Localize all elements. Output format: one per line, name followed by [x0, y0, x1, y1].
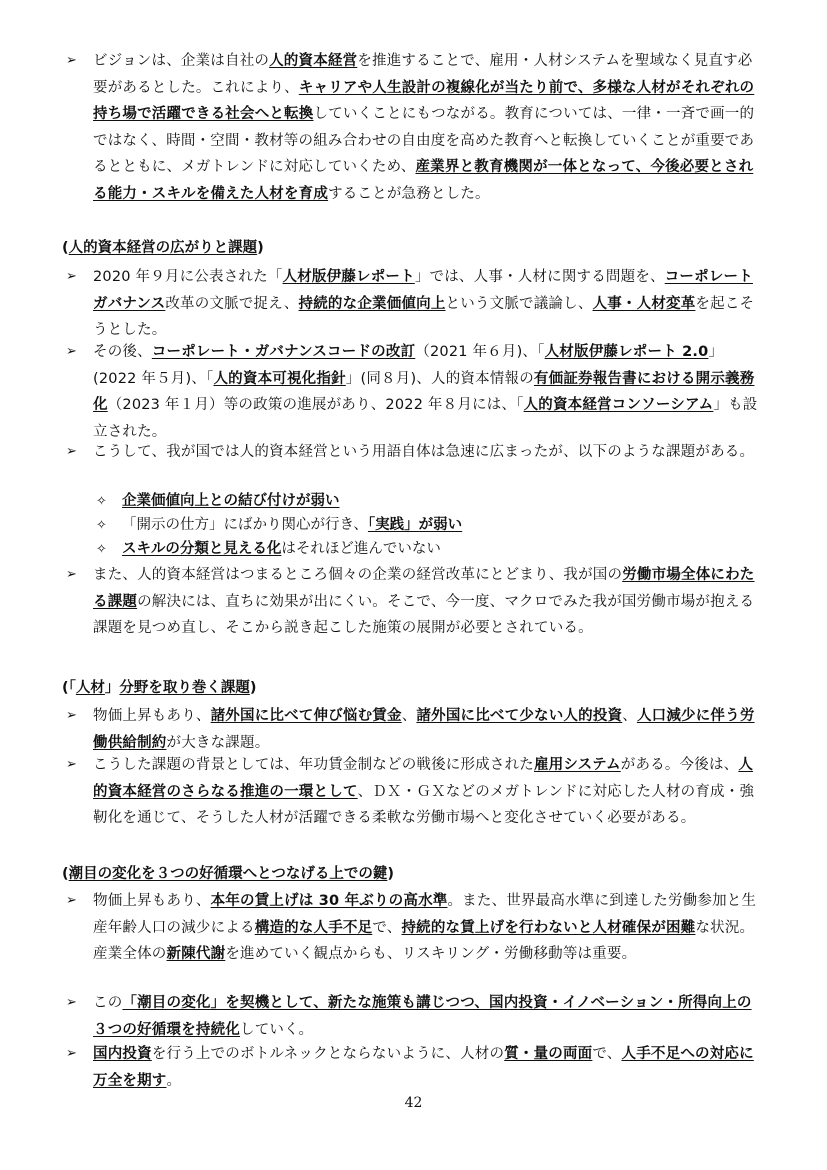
text-run: )	[249, 680, 257, 696]
text-run: していく。	[240, 1021, 314, 1038]
emphasis-text: 人的資本可視化指針	[213, 370, 346, 387]
emphasis-text: 有価証券報告書における開示義務化	[93, 370, 755, 413]
arrow-bullet-icon: ➢	[66, 893, 77, 908]
text-run: 」(同８月)、人的資本情報の	[345, 370, 534, 387]
text-run: 2020 年９月に公表された「	[93, 269, 283, 285]
text-run: を推進することで、雇用・人材システムを聖域なく見直す必要があるとした。これにより、	[93, 53, 753, 96]
text-run: )	[387, 866, 394, 882]
text-run: な状況。産業全体の	[93, 919, 755, 962]
sub-item-skills	[96, 537, 756, 562]
emphasis-text: 人事・人材変革	[592, 295, 696, 312]
arrow-bullet-icon: ➢	[66, 444, 77, 459]
text-run: 。また、世界最高水準に到達した労働参加と生産年齢人口の減少による	[93, 893, 757, 936]
emphasis-text: コーポレートガバナンス	[93, 269, 753, 312]
emphasis-text: 人的資本経営のさらなる推進の一環として	[93, 757, 754, 800]
arrow-bullet-icon: ➢	[66, 567, 77, 582]
text-run: 物価上昇もあり、	[93, 893, 211, 909]
arrow-bullet-icon: ➢	[66, 344, 77, 359]
text-run: で、	[372, 919, 402, 936]
emphasis-text: キャリアや人生設計の複線化が当たり前で、多様な人材がそれぞれの持ち場で活躍できる社会へと転換	[93, 79, 755, 122]
text-run: その後、	[93, 344, 152, 360]
text-run: はそれほど進んでいない	[281, 541, 441, 557]
emphasis-text: 人的資本経営の広がりと課題	[68, 240, 258, 256]
emphasis-text: 本年の賃上げは 30 年ぶりの高水準	[210, 893, 448, 909]
arrow-bullet-icon: ➢	[66, 995, 77, 1010]
text-run: の解決には、直ちに効果が出にくい。そこで、今一度、マクロでみた我が国労働市場が抱える課題を見つめ直し、そこから説き起こした施策の展開が必要とされている。	[93, 593, 755, 636]
text-run: 改革の文脈で捉え、	[165, 295, 299, 312]
bullet-ito-report	[66, 264, 766, 344]
bullet-text	[93, 888, 766, 968]
bullet-text	[93, 752, 766, 832]
emphasis-text: 人材版伊藤レポート 2.0	[544, 344, 709, 360]
text-run: 」も設立された。	[93, 397, 758, 440]
emphasis-text: 質・量の両面	[504, 1046, 593, 1062]
text-run: で、	[592, 1046, 622, 1062]
emphasis-text: 潮目の変化を３つの好循環へとつなげる上での鍵	[68, 866, 388, 882]
emphasis-text: 雇用システム	[534, 757, 621, 773]
emphasis-text: 人口減少に伴う労働供給制約	[93, 708, 755, 751]
text-run: が大きな課題。	[166, 734, 270, 751]
text-run: 」(2022 年５月)、「	[93, 344, 724, 387]
emphasis-text: 人的資本経営コンソーシアム	[523, 397, 714, 413]
text-run: (「	[62, 680, 76, 696]
sub-item-value-link	[96, 489, 756, 514]
text-run: を行う上でのボトルネックとならないように、人材の	[151, 1046, 505, 1062]
arrow-bullet-icon: ➢	[66, 269, 77, 284]
text-run: を起こそうとした。	[93, 295, 755, 338]
sub-item-text	[122, 541, 441, 557]
bullet-policy-progress	[66, 339, 766, 445]
text-run: ビジョンは、企業は自社の	[93, 53, 270, 69]
section-heading-tide-change	[62, 862, 394, 886]
emphasis-text: コーポレート・ガバナンスコードの改訂	[151, 344, 416, 360]
bullet-issues	[66, 439, 766, 466]
text-run: することが急務とした。	[328, 185, 490, 202]
bullet-text	[93, 703, 766, 756]
bullet-wage-increase	[66, 888, 766, 968]
bullet-labor-market	[66, 562, 766, 642]
emphasis-text: 人材	[75, 680, 105, 696]
text-run: という文脈で議論し、	[445, 295, 593, 312]
arrow-bullet-icon: ➢	[66, 708, 77, 723]
text-run: 」	[104, 680, 120, 696]
section-heading-human-capital	[62, 236, 264, 260]
text-run: (	[62, 866, 69, 882]
emphasis-text: 人材版伊藤レポート	[282, 269, 415, 285]
emphasis-text: 「潮目の変化」を契機として、新たな施策も講じつつ、国内投資・イノベーション・所得向上の３つの好循環を持続化	[93, 995, 752, 1038]
text-run: （2023 年１月）等の政策の進展があり、2022 年８月には、「	[107, 397, 524, 413]
emphasis-text: スキルの分類と見える化	[122, 541, 282, 557]
bullet-employment-system	[66, 752, 766, 832]
text-run: 、ＤＸ・ＧＸなどのメガトレンドに対応した人材の育成・強靭化を通じて、そうした人材が活躍できる柔軟な労働市場へと変化させていく必要がある。	[93, 783, 755, 826]
emphasis-text: 持続的な賃上げを行わないと人材確保が困難	[401, 919, 696, 936]
emphasis-text: 諸外国に比べて伸び悩む賃金	[210, 708, 402, 724]
bullet-vision	[66, 48, 766, 207]
bullet-virtuous-cycle	[66, 990, 766, 1043]
bullet-text	[93, 48, 766, 207]
sub-item-text	[122, 517, 462, 533]
text-run: がある。今後は、	[620, 757, 739, 773]
text-run: (	[62, 240, 69, 256]
text-run: 。	[166, 1072, 182, 1089]
text-run: )	[257, 240, 264, 256]
section-heading-talent	[62, 676, 257, 700]
text-run: こうした課題の背景としては、年功賃金制などの戦後に形成された	[93, 757, 534, 773]
bullet-domestic-investment	[66, 1041, 766, 1094]
diamond-bullet-icon: ✧	[96, 542, 107, 557]
text-run: 「開示の仕方」にばかり関心が行き、	[122, 517, 368, 533]
emphasis-text: 人的資本経営	[269, 53, 358, 69]
arrow-bullet-icon: ➢	[66, 1046, 77, 1061]
arrow-bullet-icon: ➢	[66, 53, 77, 68]
emphasis-text: 人手不足への対応に万全を期す	[93, 1046, 754, 1089]
bullet-text	[93, 264, 766, 344]
text-run: 」では、人事・人材に関する問題を、	[414, 269, 665, 285]
text-run: 、	[622, 708, 637, 724]
text-run: を進めていく観点からも、リスキリング・労働移動等は重要。	[225, 946, 637, 962]
bullet-text	[93, 339, 766, 445]
emphasis-text: 諸外国に比べて少ない人的投資	[416, 708, 623, 724]
emphasis-text: 分野を取り巻く課題	[119, 680, 250, 696]
text-run: 、	[401, 708, 417, 724]
bullet-text	[93, 439, 766, 466]
bullet-text	[93, 990, 766, 1043]
text-run: 物価上昇もあり、	[93, 708, 211, 724]
text-run: していくことにもつながる。教育については、一律・一斉で画一的ではなく、時間・空間・教材等の組み合わせの自由度を高めた教育へと転換していくことが重要であるとともに、メガトレンドに対応していくため、	[93, 106, 755, 175]
arrow-bullet-icon: ➢	[66, 757, 77, 772]
text-run: （2021 年６月)、「	[415, 344, 545, 360]
bullet-text	[93, 1041, 766, 1094]
emphasis-text: 企業価値向上との結び付けが弱い	[122, 493, 340, 509]
text-run: また、人的資本経営はつまるところ個々の企業の経営改革にとどまり、我が国の	[93, 567, 623, 583]
diamond-bullet-icon: ✧	[96, 518, 107, 533]
emphasis-text: 持続的な企業価値向上	[298, 295, 446, 312]
sub-item-practice	[96, 513, 756, 538]
emphasis-text: 構造的な人手不足	[254, 919, 373, 936]
bullet-wages	[66, 703, 766, 756]
sub-item-text	[122, 493, 340, 509]
emphasis-text: 労働市場全体にわたる課題	[93, 567, 755, 610]
text-run: こうして、我が国では人的資本経営という用語自体は急速に広まったが、以下のような課題がある。	[93, 444, 755, 460]
text-run: この	[93, 995, 123, 1011]
emphasis-text: 産業界と教育機関が一体となって、今後必要とされる能力・スキルを備えた人材を育成	[93, 159, 754, 202]
diamond-bullet-icon: ✧	[96, 494, 107, 509]
bullet-text	[93, 562, 766, 642]
emphasis-text: 新陳代謝	[166, 946, 226, 962]
page-number: 42	[404, 1095, 423, 1111]
emphasis-text: 国内投資	[93, 1046, 152, 1062]
emphasis-text: 「実践」が弱い	[367, 517, 463, 533]
